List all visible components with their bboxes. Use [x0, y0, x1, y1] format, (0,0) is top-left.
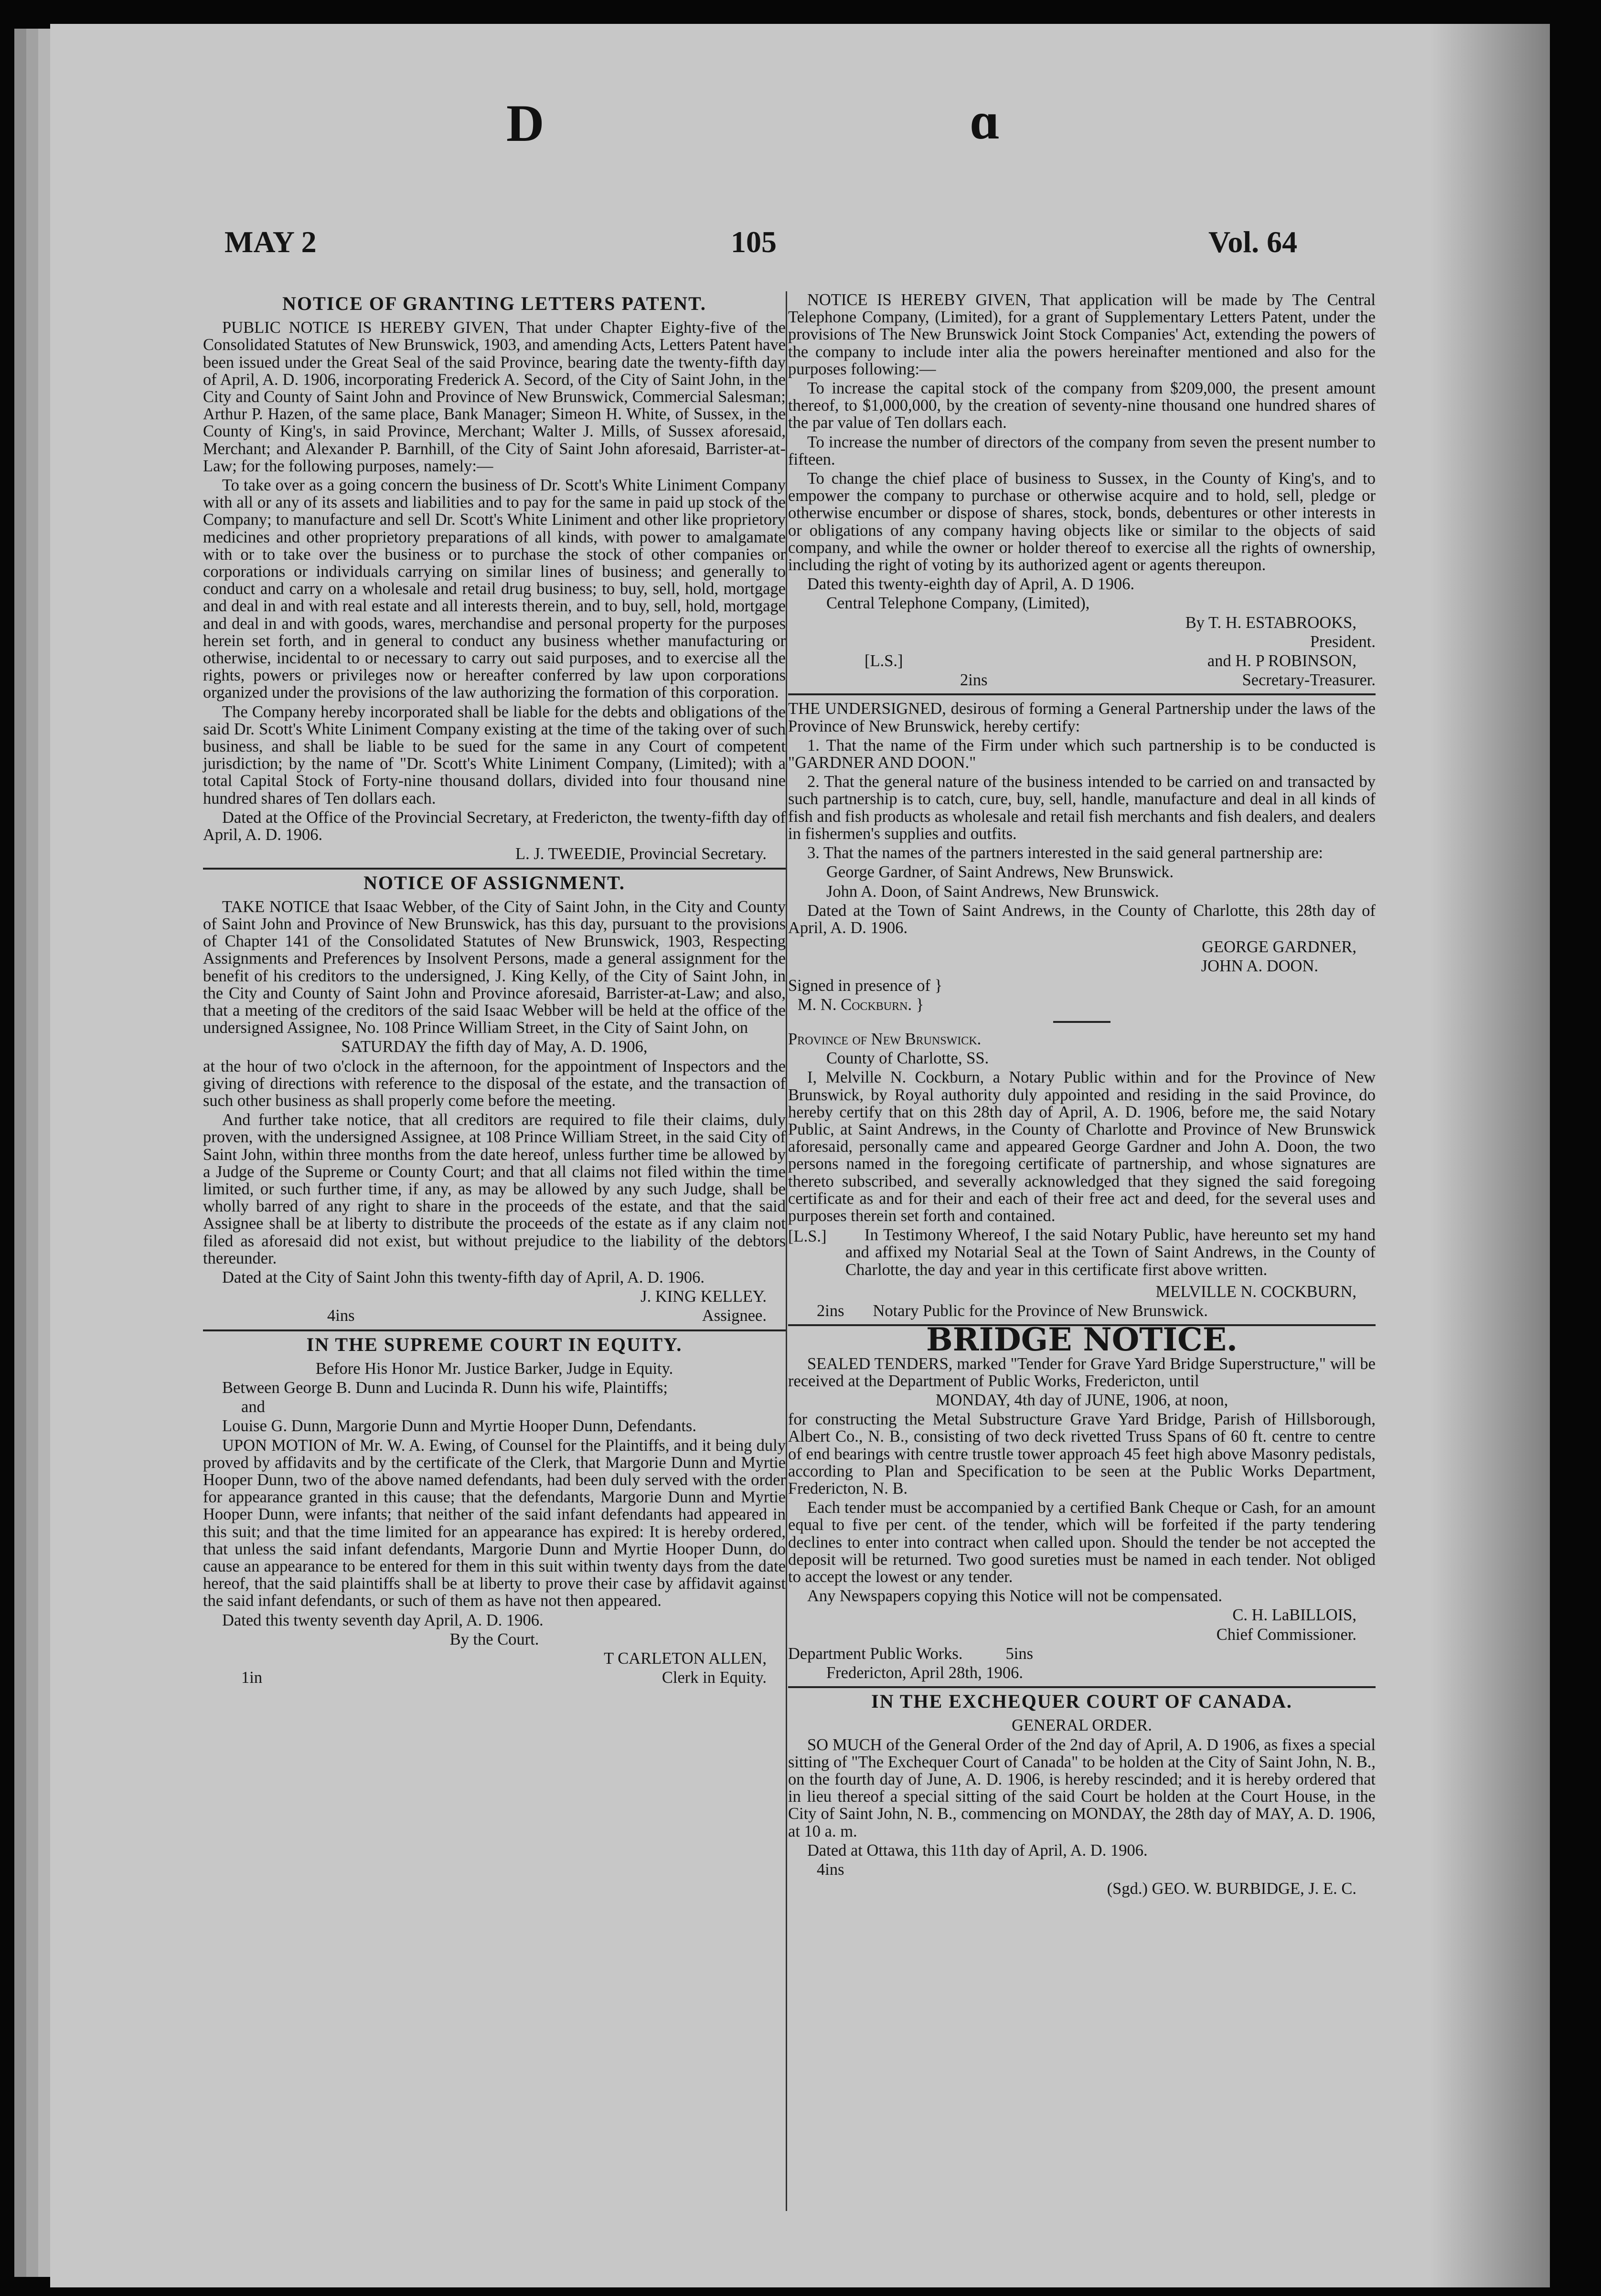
notice-paragraph: Dated at the Town of Saint Andrews, in the County of Charlotte, this 28th day of April, A. D. 1906.: [788, 901, 1376, 937]
notice-paragraph: Each tender must be accompanied by a certified Bank Cheque or Cash, for an amount equal to five per cent. of the tender, which will be forfeited if the party tendering declines to enter into contract when called upon. Should the tender be not accepted the deposit will be returned. Two good sureties must be named in each tender. Not obliged to accept the lowest or any tender.: [788, 1499, 1376, 1586]
telephone-notice: [788, 291, 1376, 689]
notice-paragraph: TAKE NOTICE that Isaac Webber, of the City of Saint John, in the City and County of Saint John and Province of New Brunswick, has this day, pursuant to the provisions of Chapter 141 of the Consolidated Statutes of New Brunswick, 1903, Respecting Assignments and Preferences by Insolvent Persons, made a general assignment for the benefit of his creditors to the undersigned, J. King Kelly, of the City of Saint John, in the City and County of Saint John and Province aforesaid, Barrister-at-Law; and also, that a meeting of the creditors of the said Isaac Webber will be held at the office of the undersigned Assignee, No. 108 Prince William Street, in the City of Saint John, on: [203, 897, 786, 1037]
signatory-role: Assignee.: [702, 1307, 767, 1325]
department-name: Department Public Works.: [788, 1644, 963, 1663]
notice-paragraph: NOTICE IS HEREBY GIVEN, That application will be made by The Central Telephone Company, (Limited), for a grant of Supplementary Letters Patent, under the provisions of The New Brunswick Joint Stock Companies' Act, extending the powers of the company to include inter alia the powers hereinafter mentioned and also for the purposes following:—: [788, 291, 1376, 378]
section-heading: IN THE SUPREME COURT IN EQUITY.: [306, 1333, 683, 1355]
insertion-count: 1in: [241, 1669, 263, 1687]
signature: GEORGE GARDNER,: [1202, 938, 1356, 957]
notice-paragraph: To take over as a going concern the business of Dr. Scott's White Liniment Company with all or any of its assets and liabilities and to pay for the same in paid up stock of the Company; to manufacture and sell Dr. Scott's White Liniment and other like proprietory medicines and other proprietory preparations of all kinds, with power to amalgamate with or to take over the business or to purchase the stock of other companies or corporations or individuals carrying on similar lines of business; and generally to conduct and carry on a wholesale and retail drug business; to buy, sell, hold, mortgage and deal in and with real estate and all interests therein, and to buy, sell, hold, mortgage and deal in and with goods, wares, merchandise and personal property for the purposes herein set forth, and in general to conduct any business whether manufacturing or otherwise, incidental to or necessary to carry out said purposes, and to exercise all the rights, powers or privileges now or hereafter conferred by law upon corporations organized under the provisions of the law authorizing the formation of this corporation.: [203, 476, 786, 702]
witness-line: Signed in presence of }: [788, 976, 943, 995]
seal-line: [788, 652, 1376, 670]
section-divider: [788, 1686, 1376, 1688]
notice-paragraph: at the hour of two o'clock in the afternoon, for the appointment of Inspectors and the giving of directions with reference to the disposal of the estate, and the transaction of such other business as shall properly come before the meeting.: [203, 1057, 786, 1110]
sub-heading: GENERAL ORDER.: [1012, 1716, 1152, 1735]
binding-mark-left: D: [506, 94, 544, 152]
signature: MELVILLE N. COCKBURN,: [1155, 1282, 1356, 1301]
notice-paragraph: I, Melville N. Cockburn, a Notary Public within and for the Province of New Brunswick, by Royal authority duly appointed and residing in the said Province, do hereby certify that on this 28th day of April, A. D. 1906, before me, the said Notary Public, at Saint Andrews, in the County of Charlotte and Province of New Brunswick aforesaid, personally came and appeared George Gardner and John A. Doon, the two persons named in the foregoing certificate of partnership, and whose signatures are thereto subscribed, and severally acknowledged that they signed the said foregoing certificate as and for their and each of their free act and deed, for the several uses and purposes therein set forth and contained.: [788, 1068, 1376, 1225]
notice-paragraph: To increase the capital stock of the company from $209,000, the present amount thereof, to $1,000,000, by the creation of seventy-nine thousand one hundred shares of the par value of Ten dollars each.: [788, 379, 1376, 432]
list-item: 2. That the general nature of the business intended to be carried on and transacted by such partnership is to catch, cure, buy, sell, handle, manufacture and deal in all kinds of fish and fish products as wholesale and retail fish merchants and fish dealers, and dealers in fishermen's supplies and outfits.: [788, 773, 1376, 843]
signature: JOHN A. DOON.: [1201, 957, 1318, 976]
assignment-notice: [203, 874, 786, 1325]
testimony-paragraph: In Testimony Whereof, I the said Notary Public, have hereunto set my hand and affixed my Notarial Seal at the Town of Saint Andrews, in the County of Charlotte, the day and year in this certificate first above written.: [845, 1226, 1376, 1279]
notice-paragraph: for constructing the Metal Substructure Grave Yard Bridge, Parish of Hillsborough, Albert Co., N. B., consisting of two deck rivetted Truss Spans of 60 ft. centre to centre of end bearings with centre trustle tower approach 45 feet high above Masonry pedistals, according to Plan and Specification to be seen at the Public Works Department, Fredericton, N. B.: [788, 1410, 1376, 1498]
notice-paragraph: And further take notice, that all creditors are required to file their claims, duly proven, with the undersigned Assignee, at 108 Prince William Street, in the said City of Saint John, within three months from the date hereof, unless further time be allowed by a Judge of the Supreme or County Court; and that all claims not filed within the time limited, or such further time, if any, as may be allowed by any such Judge, shall be wholly barred of any right to share in the proceeds of the estate, and that the said Assignee shall be at liberty to distribute the proceeds of the estate as if any claim not filed as aforesaid did not exist, but without prejudice to the liability of the debtors thereunder.: [203, 1111, 786, 1267]
partnership-notice: [788, 700, 1376, 1319]
equity-court-notice: [203, 1333, 786, 1687]
witness-name: M. N. Cockburn. }: [798, 995, 924, 1014]
page-number: 105: [731, 225, 777, 259]
notice-paragraph: SO MUCH of the General Order of the 2nd day of April, A. D 1906, as fixes a special sitting of "The Exchequer Court of Canada" to be holden at the City of Saint John, N. B., on the fourth day of June, A. D. 1906, is hereby rescinded; and it is hereby ordered that in lieu thereof a special sitting of the said Court be holden at the Court House, in the City of Saint John, N. B., commencing on MONDAY, the 28th day of MAY, A. D. 1906, at 10 a. m.: [788, 1735, 1376, 1840]
notice-paragraph: Any Newspapers copying this Notice will not be compensated.: [807, 1587, 1223, 1605]
insertion-count: 4ins: [327, 1307, 355, 1325]
notice-paragraph: PUBLIC NOTICE IS HEREBY GIVEN, That under Chapter Eighty-five of the Consolidated Statutes of New Brunswick, 1903, and amending Acts, Letters Patent have been issued under the Great Seal of the said Province, bearing date the twenty-fifth day of April, A. D. 1906, incorporating Frederick A. Secord, of the City of Saint John, in the City and County of Saint John and Province of New Brunswick, Commercial Salesman; Arthur P. Hazen, of the same place, Bank Manager; Simeon H. White, of Sussex, in the County of King's, in said Province, Merchant; Walter J. Mills, of Sussex aforesaid, Merchant; and Alexander P. Barnhill, of the City of Saint John aforesaid, Barrister-at-Law; for the following purposes, namely:—: [203, 319, 786, 475]
partner-name: George Gardner, of Saint Andrews, New Brunswick.: [826, 863, 1174, 882]
section-divider: [203, 1329, 786, 1331]
insertion-count: 2ins: [817, 1302, 844, 1320]
notice-paragraph: Dated at the City of Saint John this twenty-fifth day of April, A. D. 1906.: [222, 1268, 704, 1286]
notice-paragraph: To increase the number of directors of the company from seven the present number to fifteen.: [788, 433, 1376, 468]
page-shadow: [1430, 24, 1550, 2287]
insertion-count: 2ins: [960, 671, 988, 690]
seal: [L.S.]: [865, 652, 903, 670]
issue-date: MAY 2: [224, 225, 317, 259]
province-line: Province of New Brunswick.: [788, 1030, 982, 1048]
parties-and: and: [241, 1398, 265, 1416]
section-divider: [203, 868, 786, 870]
signature: J. KING KELLEY.: [640, 1287, 767, 1306]
notice-paragraph: THE UNDERSIGNED, desirous of forming a General Partnership under the laws of the Province of New Brunswick, hereby certify:: [788, 700, 1376, 735]
list-item: 1. That the name of the Firm under which such partnership is to be conducted is "GARDNER AND DOON.": [788, 736, 1376, 772]
signature: C. H. LaBILLOIS,: [1232, 1606, 1356, 1625]
company-name: Central Telephone Company, (Limited),: [826, 594, 1090, 613]
exchequer-notice: [788, 1690, 1376, 1898]
by-court: By the Court.: [449, 1630, 539, 1648]
notice-paragraph: To change the chief place of business to Sussex, in the County of King's, and to empower the company to purchase or otherwise acquire and to hold, sell, pledge or otherwise encumber or dispose of shares, stock, bonds, debentures or other interests in or obligations of any company having objects like or similar to the objects of said company, and while the owner or holder thereof to exercise all the rights of ownership, including the right of voting by its authorized agent or agents thereupon.: [788, 469, 1376, 574]
judge-line: Before His Honor Mr. Justice Barker, Judge in Equity.: [315, 1359, 673, 1378]
parties-defendants: Louise G. Dunn, Margorie Dunn and Myrtie Hooper Dunn, Defendants.: [222, 1417, 696, 1435]
notice-paragraph: The Company hereby incorporated shall be liable for the debts and obligations of the said Dr. Scott's White Liniment Company existing at the time of the taking over of such business, and shall be liable to be sued for the same in any Court of competent jurisdiction; by the name of "Dr. Scott's White Liniment Company, (Limited); with a total Capital Stock of Forty-nine thousand dollars, divided into four thousand nine hundred shares of Ten dollars each.: [203, 702, 786, 808]
notice-paragraph: Dated at Ottawa, this 11th day of April, A. D. 1906.: [807, 1841, 1148, 1860]
letters-patent-notice: [203, 295, 786, 863]
left-column: [203, 291, 786, 1688]
tender-date: MONDAY, 4th day of JUNE, 1906, at noon,: [935, 1391, 1228, 1409]
bridge-notice: [788, 1321, 1376, 1682]
right-column: [788, 291, 1376, 1899]
department-line: [788, 1645, 1376, 1662]
section-heading: NOTICE OF GRANTING LETTERS PATENT.: [282, 293, 706, 314]
binding-mark-right: ɑ: [970, 92, 1000, 150]
notice-paragraph: Dated at the Office of the Provincial Secretary, at Fredericton, the twenty-fifth day of April, A. D. 1906.: [203, 808, 786, 844]
section-heading: NOTICE OF ASSIGNMENT.: [363, 872, 625, 893]
volume-number: Vol. 64: [1208, 225, 1298, 259]
signatory-role: Clerk in Equity.: [662, 1669, 767, 1687]
insertion-count: 5ins: [1005, 1644, 1033, 1663]
list-item: 3. That the names of the partners interested in the said general partnership are:: [807, 844, 1323, 862]
signature: and H. P ROBINSON,: [1207, 652, 1356, 670]
insertion-line: [788, 1302, 1376, 1319]
notice-paragraph: SEALED TENDERS, marked "Tender for Grave Yard Bridge Superstructure," will be received at the Department of Public Works, Fredericton, until: [788, 1354, 1376, 1390]
notice-paragraph: UPON MOTION of Mr. W. A. Ewing, of Counsel for the Plaintiffs, and it being duly proved by affidavits and by the certificate of the Clerk, that Margorie Dunn and Myrtie Hooper Dunn, two of the above named defendants, had been duly served with the order for appearance granted in this cause; that the defendants, Margorie Dunn and Myrtie Hooper Dunn, were infants; that neither of the said infant defendants had appeared in this suit; and that the time limited for an appearance has expired: It is hereby ordered, that unless the said infant defendants, Margorie Dunn and Myrtie Hooper Dunn, do cause an appearance to be entered for them in this suit within twenty days from the date hereof, that the said plaintiffs shall be at liberty to prove their case by affidavit against the said infant defendants, or such of them as have not then appeared.: [203, 1436, 786, 1610]
signatory-role: Chief Commissioner.: [1216, 1625, 1356, 1644]
notice-paragraph: Dated this twenty-eighth day of April, A. D 1906.: [807, 575, 1135, 594]
section-divider: [788, 693, 1376, 695]
signatory-role: President.: [1310, 632, 1376, 651]
parties-plaintiffs: Between George B. Dunn and Lucinda R. Dunn his wife, Plaintiffs;: [222, 1378, 668, 1397]
county-line: County of Charlotte, SS.: [826, 1049, 989, 1068]
seal: [L.S.]: [788, 1227, 827, 1245]
insertion-line: [788, 671, 1376, 689]
insertion-line: [203, 1307, 786, 1324]
place-date: Fredericton, April 28th, 1906.: [826, 1664, 1024, 1682]
section-heading: BRIDGE NOTICE.: [926, 1321, 1238, 1359]
insertion-line: [203, 1669, 786, 1686]
signatory-role: Notary Public for the Province of New Brunswick.: [873, 1302, 1208, 1320]
signature: By T. H. ESTABROOKS,: [1185, 613, 1356, 632]
signature: T CARLETON ALLEN,: [604, 1649, 767, 1668]
insertion-count: 4ins: [817, 1860, 844, 1879]
meeting-date: SATURDAY the fifth day of May, A. D. 1906,: [341, 1038, 648, 1056]
section-heading: IN THE EXCHEQUER COURT OF CANADA.: [871, 1690, 1292, 1712]
short-divider: [1053, 1021, 1110, 1023]
signatory-role: Secretary-Treasurer.: [1242, 671, 1376, 690]
partner-name: John A. Doon, of Saint Andrews, New Brunswick.: [826, 882, 1159, 901]
notice-paragraph: Dated this twenty seventh day April, A. D. 1906.: [222, 1611, 544, 1629]
signature: (Sgd.) GEO. W. BURBIDGE, J. E. C.: [1107, 1880, 1356, 1898]
column-divider: [786, 291, 787, 2211]
signature: L. J. TWEEDIE, Provincial Secretary.: [515, 845, 767, 863]
